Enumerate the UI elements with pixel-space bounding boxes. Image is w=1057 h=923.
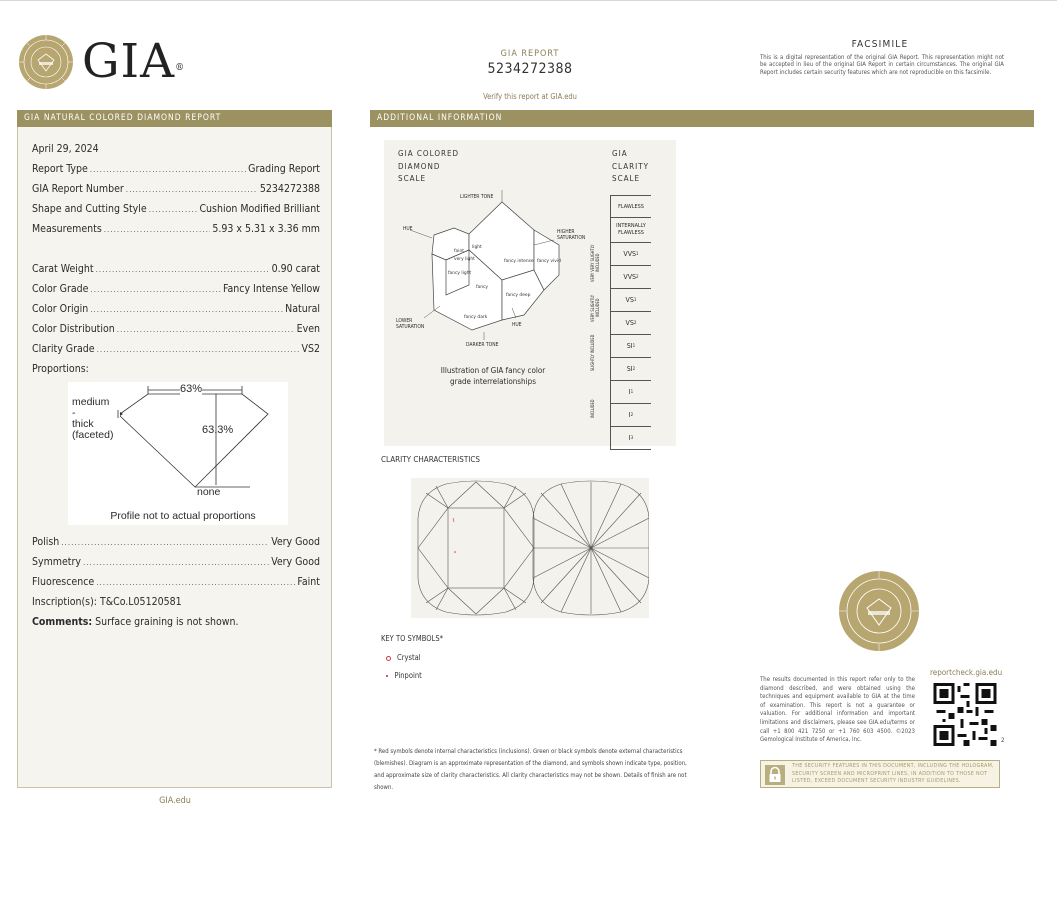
row-label: Shape and Cutting Style bbox=[32, 203, 147, 215]
grade-sub: 1 bbox=[630, 389, 634, 395]
title-line: SCALE bbox=[398, 174, 427, 183]
clarity-scale-title bbox=[612, 148, 649, 186]
facsimile-text: This is a digital representation of the original GIA Report. This representation might not be accepted in lieu of the original GIA Report in certain circumstances. The original GIA Report includes certain security features which are not reproducible on this facsimile. bbox=[760, 54, 1004, 76]
title-line: GIA COLORED bbox=[398, 149, 460, 158]
grade-label: VS bbox=[625, 296, 634, 304]
table-percent: 63% bbox=[180, 383, 203, 395]
comments bbox=[32, 616, 238, 628]
row-report-number bbox=[32, 183, 320, 195]
gia-logo bbox=[82, 34, 185, 90]
row-color-origin bbox=[32, 303, 320, 315]
clarity-grade-cell bbox=[610, 427, 651, 450]
girdle-line: (faceted) bbox=[72, 429, 114, 441]
depth-percent: 63.3% bbox=[202, 424, 234, 436]
clarity-group-si: SLIGHTLY INCLUDED bbox=[590, 334, 595, 372]
grade-label: VVS bbox=[623, 250, 637, 258]
crown-outline bbox=[418, 481, 534, 615]
grade-label: I bbox=[628, 388, 631, 396]
row-value: Grading Report bbox=[248, 163, 320, 175]
key-to-symbols-title: KEY TO SYMBOLS* bbox=[381, 634, 443, 643]
crystal-mark bbox=[453, 518, 454, 522]
grade-label: FLAWLESS bbox=[618, 203, 644, 210]
clarity-grade-cell bbox=[610, 218, 651, 243]
grade-sub: 3 bbox=[630, 435, 634, 441]
clarity-grade-cell bbox=[610, 312, 651, 335]
cell-fancy-deep: fancy deep bbox=[506, 293, 531, 298]
clarity-grade-cell bbox=[610, 196, 651, 218]
grade-label: SI bbox=[626, 342, 633, 350]
clarity-grade-cell bbox=[610, 381, 651, 404]
girdle-label bbox=[72, 397, 113, 441]
cell-fancy-light: fancy light bbox=[448, 271, 472, 276]
row-value: 0.90 carat bbox=[271, 263, 320, 275]
cell-fancy-vivid: fancy vivid bbox=[537, 259, 561, 264]
clarity-grade-cell bbox=[610, 404, 651, 427]
row-polish bbox=[32, 536, 320, 548]
cell-faint: faint bbox=[454, 249, 464, 254]
row-value: VS2 bbox=[301, 343, 320, 355]
report-date: April 29, 2024 bbox=[32, 143, 99, 155]
clarity-group-i: INCLUDED bbox=[590, 399, 595, 419]
brand-text: GIA bbox=[82, 34, 176, 89]
grade-label: VVS bbox=[623, 273, 637, 281]
grade-sub: 1 bbox=[633, 297, 637, 303]
clarity-group-vs: VERY SLIGHTLY INCLUDED bbox=[590, 294, 600, 322]
cell-very-light: very light bbox=[454, 257, 475, 262]
caption-line: Illustration of GIA fancy color bbox=[440, 366, 546, 375]
footnote: * Red symbols denote internal characteristics (inclusions). Green or black symbols denote external characteristics (blemishes). Diagram is an approximate representation of the diamond, and symbols shown indicate type, position, and approximate size of clarity characteristics. All clarity characteristics may not be shown. Details of finish are not shown. bbox=[374, 748, 687, 791]
row-label: Color Grade bbox=[32, 283, 89, 295]
girdle-line: - bbox=[72, 407, 76, 419]
row-label: Clarity Grade bbox=[32, 343, 95, 355]
row-value: 5.93 x 5.31 x 3.36 mm bbox=[212, 223, 320, 235]
label-line: LOWER bbox=[396, 318, 413, 324]
cell-light: light bbox=[472, 245, 482, 250]
qr-number: 2 bbox=[1001, 737, 1005, 744]
grade-label: INTERNALLY FLAWLESS bbox=[616, 223, 646, 236]
gia-seal-icon bbox=[18, 34, 74, 90]
grade-label: VS bbox=[625, 319, 634, 327]
clarity-scale bbox=[610, 195, 651, 450]
color-scale-title bbox=[398, 148, 459, 186]
row-carat bbox=[32, 263, 320, 275]
inscription: Inscription(s): T&Co.L05120581 bbox=[32, 596, 182, 608]
grade-label: I bbox=[628, 411, 631, 419]
grade-sub: 2 bbox=[630, 412, 634, 418]
row-label: Color Origin bbox=[32, 303, 89, 315]
title-line: DIAMOND bbox=[398, 161, 441, 171]
hue-label: HUE bbox=[403, 226, 413, 232]
lock-icon bbox=[765, 765, 785, 785]
culet-label: none bbox=[197, 486, 221, 498]
grade-label: I bbox=[628, 434, 631, 442]
comments-value: Surface graining is not shown. bbox=[95, 616, 239, 628]
row-value: Faint bbox=[297, 576, 320, 588]
row-label: Carat Weight bbox=[32, 263, 94, 275]
clarity-grade-cell bbox=[610, 243, 651, 266]
report-number: 5234272388 bbox=[487, 61, 573, 77]
scales-panel bbox=[384, 140, 676, 446]
lighter-tone-label: LIGHTER TONE bbox=[460, 194, 494, 200]
grade-sub: 2 bbox=[636, 274, 639, 280]
clarity-plot bbox=[411, 478, 649, 618]
row-color-distribution bbox=[32, 323, 320, 335]
higher-saturation-label bbox=[557, 229, 585, 241]
label-line: HIGHER bbox=[557, 229, 575, 235]
grade-sub: 1 bbox=[636, 251, 639, 257]
proportions-diagram bbox=[68, 382, 288, 525]
color-diagram-caption bbox=[418, 365, 568, 387]
table-facet bbox=[448, 508, 504, 588]
label-line: SATURATION bbox=[396, 324, 425, 330]
top-border bbox=[0, 0, 1057, 1]
row-color-grade bbox=[32, 283, 320, 295]
row-value: Very Good bbox=[271, 536, 320, 548]
row-value: Very Good bbox=[271, 556, 320, 568]
key-item-crystal bbox=[395, 653, 421, 662]
clarity-grade-cell bbox=[610, 266, 651, 289]
gia-edu-footer[interactable]: GIA.edu bbox=[159, 796, 191, 806]
row-label: Color Distribution bbox=[32, 323, 115, 335]
row-measurements bbox=[32, 223, 320, 235]
grade-sub: 1 bbox=[632, 343, 636, 349]
cell-fancy-dark: fancy dark bbox=[464, 315, 488, 320]
report-label: GIA REPORT bbox=[500, 49, 560, 59]
security-text: THE SECURITY FEATURES IN THIS DOCUMENT, INCLUDING THE HOLOGRAM, SECURITY SCREEN AND MICROPRINT LINES, IN ADDITION TO THOSE NOT LISTED, EXCEED DOCUMENT SECURITY INDUSTRY GUIDELINES. bbox=[792, 763, 994, 785]
key-item-pinpoint bbox=[395, 671, 422, 680]
row-value: 5234272388 bbox=[259, 183, 320, 195]
pinpoint-symbol-icon bbox=[386, 675, 388, 677]
disclaimer-text: The results documented in this report refer only to the diamond described, and were obtained using the techniques and equipment available to GIA at the time of examination. This report is not a guarantee or valuation. For additional information and important limitations and disclaimers, please see GIA.edu/terms or call +1 800 421 7250 or +1 760 603 4500. ©2023 Gemological Institute of America, Inc. bbox=[760, 676, 915, 744]
grade-sub: 2 bbox=[633, 320, 637, 326]
row-symmetry bbox=[32, 556, 320, 568]
verify-link[interactable]: Verify this report at GIA.edu bbox=[483, 92, 577, 101]
facsimile-title: FACSIMILE bbox=[851, 39, 909, 50]
pinpoint-mark bbox=[454, 551, 456, 553]
row-label: Symmetry bbox=[32, 556, 81, 568]
grade-label: SI bbox=[626, 365, 633, 373]
title-line: CLARITY bbox=[612, 161, 650, 171]
row-value: Even bbox=[296, 323, 320, 335]
row-label: GIA Report Number bbox=[32, 183, 124, 195]
title-line: SCALE bbox=[612, 174, 641, 183]
row-fluorescence bbox=[32, 576, 320, 588]
row-value: Natural bbox=[285, 303, 320, 315]
clarity-grade-cell bbox=[610, 358, 651, 381]
row-label: Measurements bbox=[32, 223, 102, 235]
girdle-line: thick bbox=[72, 418, 94, 430]
caption-line: grade interrelationships bbox=[450, 377, 536, 386]
grade-sub: 2 bbox=[632, 366, 636, 372]
title-line: GIA bbox=[612, 149, 628, 158]
row-label: Fluorescence bbox=[32, 576, 95, 588]
registered-mark: ® bbox=[175, 63, 186, 73]
girdle-line: medium bbox=[72, 396, 110, 408]
clarity-grade-cell bbox=[610, 335, 651, 358]
cell-fancy-intense: fancy intense bbox=[504, 259, 534, 264]
row-clarity-grade bbox=[32, 343, 320, 355]
hue-bottom-label: HUE bbox=[512, 322, 522, 328]
clarity-characteristics-title: CLARITY CHARACTERISTICS bbox=[381, 455, 480, 464]
qr-code-icon[interactable] bbox=[933, 683, 997, 746]
row-shape bbox=[32, 203, 320, 215]
row-value: Fancy Intense Yellow bbox=[223, 283, 320, 295]
label-line: SATURATION bbox=[557, 235, 586, 241]
clarity-grade-cell bbox=[610, 289, 651, 312]
reportcheck-link[interactable]: reportcheck.gia.edu bbox=[930, 668, 1003, 677]
row-label: Polish bbox=[32, 536, 60, 548]
clarity-group-vvs: VERY VERY SLIGHTLY INCLUDED bbox=[590, 244, 600, 282]
key-item-label: Crystal bbox=[397, 653, 421, 662]
gia-seal-icon bbox=[838, 570, 920, 652]
additional-info-title: ADDITIONAL INFORMATION bbox=[370, 110, 1034, 127]
cushion-plot-diagrams bbox=[411, 478, 649, 618]
proportions-label: Proportions: bbox=[32, 363, 89, 375]
row-report-type bbox=[32, 163, 320, 175]
key-item-label: Pinpoint bbox=[394, 671, 422, 680]
report-panel-title: GIA NATURAL COLORED DIAMOND REPORT bbox=[17, 110, 332, 127]
row-label: Report Type bbox=[32, 163, 88, 175]
lower-saturation-label bbox=[396, 318, 424, 330]
darker-tone-label: DARKER TONE bbox=[466, 342, 499, 348]
comments-label: Comments: bbox=[32, 616, 93, 628]
cell-fancy: fancy bbox=[476, 285, 489, 290]
profile-caption: Profile not to actual proportions bbox=[110, 510, 256, 522]
row-value: Cushion Modified Brilliant bbox=[199, 203, 320, 215]
crystal-symbol-icon bbox=[386, 656, 391, 661]
